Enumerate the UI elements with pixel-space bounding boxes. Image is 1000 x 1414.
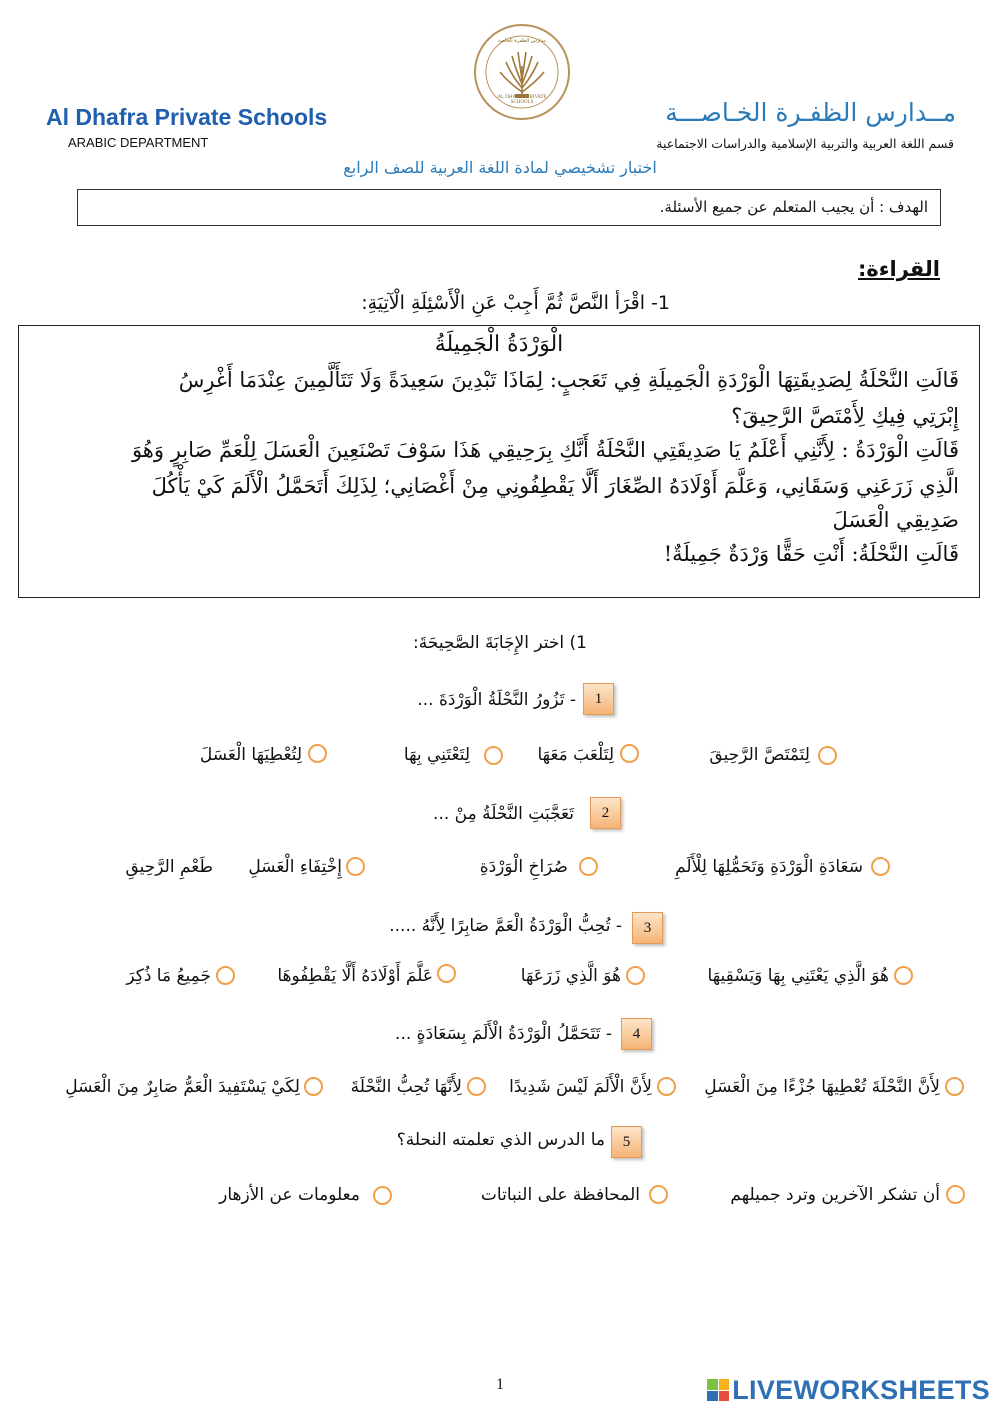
- passage-title: الْوَرْدَةُ الْجَمِيلَةُ: [434, 332, 564, 357]
- q2-option-1-label: سَعَادَةِ الْوَرْدَةِ وَتَحَمُّلِهَا لِلْأَلَمِ: [675, 857, 863, 877]
- logo-arabic: مدارس الظفرة الخاصة: [498, 38, 546, 44]
- question-number-1: 1: [583, 683, 614, 715]
- q4-option-3-radio[interactable]: [467, 1077, 486, 1096]
- q1-option-4-radio[interactable]: [308, 744, 327, 763]
- question-number-4: 4: [621, 1018, 652, 1050]
- q4-option-3-label: لِأَنَّهَا تُحِبُّ النَّحْلَةَ: [350, 1077, 462, 1097]
- q2-option-3-label: إِخْتِفَاءِ الْعَسَلِ: [248, 857, 342, 877]
- q4-option-4-radio[interactable]: [304, 1077, 323, 1096]
- q5-option-2-radio[interactable]: [649, 1185, 668, 1204]
- department-en: ARABIC DEPARTMENT: [68, 135, 209, 150]
- q1-option-3-radio[interactable]: [484, 746, 503, 765]
- q3-option-2-label: هُوَ الَّذِي زَرَعَهَا: [520, 966, 621, 986]
- question-number-3: 3: [632, 912, 663, 944]
- question-number-2: 2: [590, 797, 621, 829]
- q3-option-3-radio[interactable]: [437, 964, 456, 983]
- passage-line: صَدِيقِي الْعَسَلَ: [832, 508, 959, 532]
- question-2-text: تَعَجَّبَتِ النَّحْلَةُ مِنْ ...: [433, 804, 574, 824]
- q4-option-4-label: لِكَيْ يَسْتَفِيدَ الْعَمُّ صَابِرٌ مِنَ الْعَسَلِ: [65, 1077, 300, 1097]
- passage-line: قَالَتِ النَّحْلَةُ لِصَدِيقَتِهَا الْوَرْدَةِ الْجَمِيلَةِ فِي تَعَجبٍ: لِمَاذَا تَبْدِينَ سَعِيدَةً وَلَا تَتَأَلَّمِينَ عِنْدَمَا أَغْرِسُ: [178, 368, 959, 392]
- q5-option-3-label: معلومات عن الأزهار: [219, 1185, 360, 1205]
- reading-heading: القراءة:: [858, 257, 940, 281]
- q1-option-2-label: لِتَلْعَبَ مَعَهَا: [537, 745, 614, 765]
- q5-option-2-label: المحافظة على النباتات: [480, 1185, 640, 1205]
- q3-option-1-label: هُوَ الَّذِي يَعْتَنِي بِهَا وَيَسْقِيهَا: [707, 966, 889, 986]
- passage-line: قَالَتِ النَّحْلَةُ: أَنْتِ حَقًّا وَرْدَةٌ جَمِيلَةٌ!: [663, 542, 959, 566]
- liveworksheets-brand: [707, 1374, 990, 1406]
- q4-option-1-radio[interactable]: [945, 1077, 964, 1096]
- liveworksheets-logo-icon: [707, 1379, 729, 1401]
- q5-option-3-radio[interactable]: [373, 1186, 392, 1205]
- page-number: 1: [496, 1376, 504, 1393]
- q1-option-1-label: لِتَمْتَصَّ الرَّحِيقَ: [709, 745, 810, 765]
- q4-option-2-radio[interactable]: [657, 1077, 676, 1096]
- liveworksheets-text: LIVEWORKSHEETS: [732, 1374, 990, 1405]
- reading-instruction: 1- اقْرَأ النَّصَّ ثُمَّ أَجِبْ عَنِ الْأَسْئِلَةِ الْآتِيَةِ:: [361, 292, 670, 314]
- reading-passage: [18, 325, 980, 598]
- school-name-ar: مــدارس الظفـرة الخـاصـــة: [665, 98, 956, 127]
- q2-option-4-label: طَعْمِ الرَّحِيقِ: [125, 857, 213, 877]
- q3-option-2-radio[interactable]: [626, 966, 645, 985]
- passage-line: الَّذِي زَرَعَنِي وَسَقَانِي، وَعَلَّمَ أَوْلَادَهُ الصِّغَارَ أَلَّا يَقْطِفُونِي مِنْ أَغْصَانِي؛ لِذَلِكَ أَتَحَمَّلُ الْأَلَمَ كَيْ يَأْكُلَ: [151, 474, 959, 498]
- q1-option-4-label: لِتُعْطِيَهَا الْعَسَلَ: [199, 745, 302, 765]
- q4-option-1-label: لِأَنَّ النَّحْلَةَ تُعْطِيهَا جُزْءًا مِنَ الْعَسَلِ: [704, 1077, 940, 1097]
- exam-title: اختبار تشخيصي لمادة اللغة العربية للصف الرابع: [343, 158, 657, 177]
- passage-line: إِبْرَتِي فِيكِ لِأَمْتَصَّ الرَّحِيقَ؟: [731, 404, 959, 428]
- q1-option-3-label: لِتَعْتَنِي بِهَا: [403, 745, 470, 765]
- q1-option-1-radio[interactable]: [818, 746, 837, 765]
- school-name-en: Al Dhafra Private Schools: [46, 104, 328, 130]
- question-1-text: - تَزُورُ النَّحْلَةُ الْوَرْدَةَ ...: [417, 690, 576, 710]
- question-5-text: ما الدرس الذي تعلمته النحلة؟: [396, 1130, 605, 1150]
- goal-text: الهدف : أن يجيب المتعلم عن جميع الأسئلة.: [659, 198, 928, 216]
- q3-option-3-label: عَلَّمَ أَوْلَادَهُ أَلَّا يَقْطِفُوهَا: [277, 966, 433, 986]
- department-ar: قسم اللغة العربية والتربية الإسلامية والدراسات الاجتماعية: [656, 136, 954, 151]
- q3-option-4-label: جَمِيعُ مَا ذُكِرَ: [126, 966, 211, 986]
- q2-option-1-radio[interactable]: [871, 857, 890, 876]
- question-3-text: - تُحِبُّ الْوَرْدَةُ الْعَمَّ صَابِرًا لِأَنَّهُ .....: [389, 916, 622, 936]
- question-4-text: - تَتَحَمَّلُ الْوَرْدَةُ الْأَلَمَ بِسَعَادَةٍ ...: [395, 1024, 612, 1044]
- q2-option-2-label: صُرَاخِ الْوَرْدَةِ: [479, 857, 568, 877]
- questions-label: 1) اختر الإِجَابَةَ الصَّحِيحَةَ:: [413, 633, 587, 653]
- q3-option-1-radio[interactable]: [894, 966, 913, 985]
- goal-box: [77, 189, 941, 226]
- q1-option-2-radio[interactable]: [620, 744, 639, 763]
- q5-option-1-radio[interactable]: [946, 1185, 965, 1204]
- q3-option-4-radio[interactable]: [216, 966, 235, 985]
- q2-option-2-radio[interactable]: [579, 857, 598, 876]
- logo-caption: AL DHAFRA PRIVATE SCHOOLS: [497, 95, 547, 105]
- question-number-5: 5: [611, 1126, 642, 1158]
- school-logo: [472, 22, 572, 122]
- q5-option-1-label: أن تشكر الآخرين وترد جميلهم: [730, 1185, 940, 1205]
- passage-line: قَالَتِ الْوَرْدَةُ : لِأَنَّنِي أَعْلَمُ يَا صَدِيقَتِي النَّحْلَةُ أَنَّكِ بِرَحِيقِي هَذَا سَوْفَ تَصْنَعِينَ الْعَسَلَ لِلْعَمِّ صَابِرٍ وَهُوَ: [131, 438, 959, 462]
- q4-option-2-label: لِأَنَّ الْأَلَمَ لَيْسَ شَدِيدًا: [509, 1077, 652, 1097]
- q2-option-3-radio[interactable]: [346, 857, 365, 876]
